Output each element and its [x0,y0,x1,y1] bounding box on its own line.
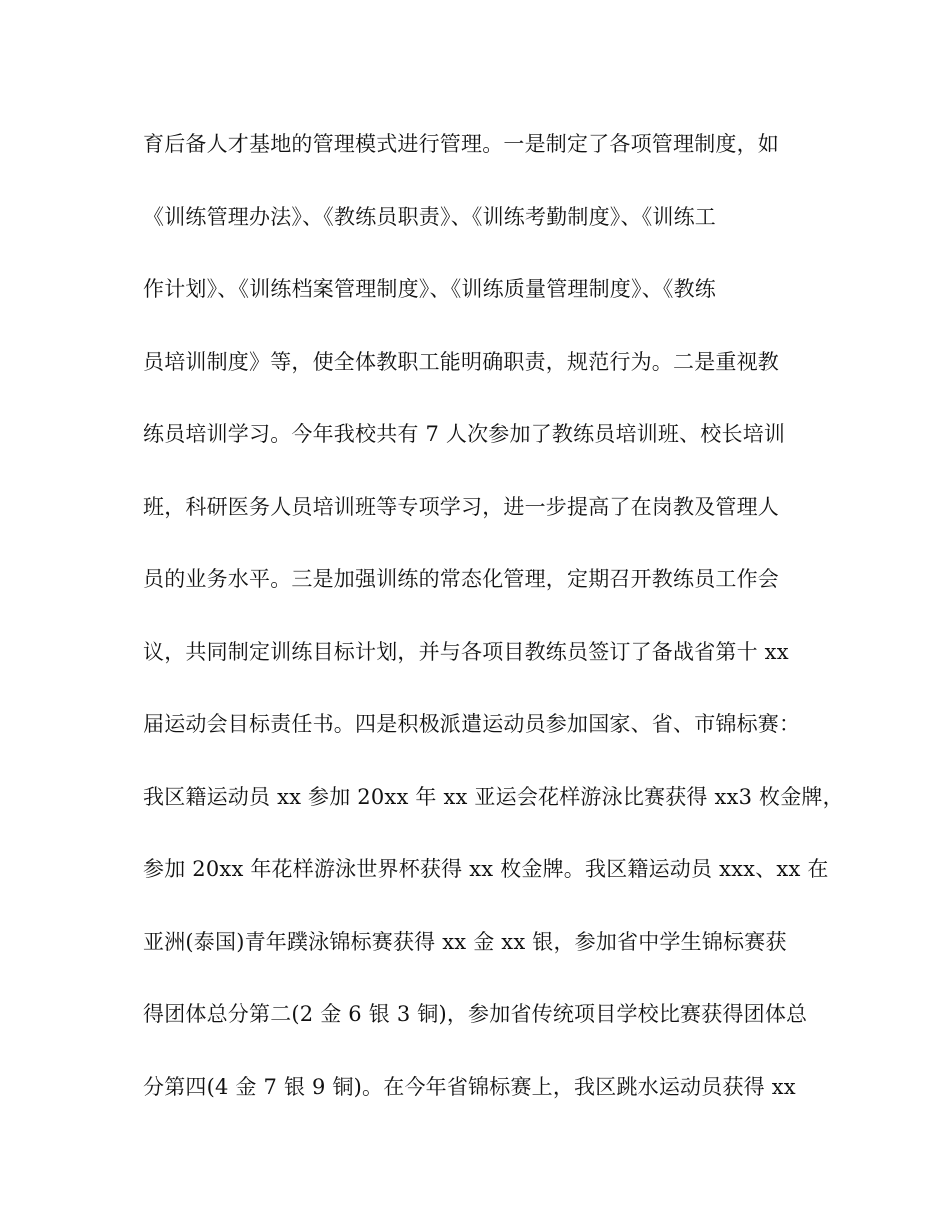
text-line-13: 得团体总分第二(2 金 6 银 3 铜)，参加省传统项目学校比赛获得团体总 [143,1002,808,1026]
text-line-11: 参加 20xx 年花样游泳世界杯获得 xx 枚金牌。我区籍运动员 xxx、xx 在 [143,857,829,881]
text-line-8: 议，共同制定训练目标计划，并与各项目教练员签订了备战省第十 xx [143,639,789,664]
body-paragraph [143,124,844,1139]
text-line-14: 分第四(4 金 7 银 9 铜)。在今年省锦标赛上，我区跳水运动员获得 xx [143,1074,796,1099]
text-line-5: 练员培训学习。今年我校共有 7 人次参加了教练员培训班、校长培训 [143,422,786,446]
text-line-6: 班，科研医务人员培训班等专项学习，进一步提高了在岗教及管理人 [143,494,779,519]
text-line-10: 我区籍运动员 xx 参加 20xx 年 xx 亚运会花样游泳比赛获得 xx3 枚金牌， [143,784,844,809]
text-line-3: 作计划》、《训练档案管理制度》、《训练质量管理制度》、《教练 [143,277,716,301]
text-line-2: 《训练管理办法》、《教练员职责》、《训练考勤制度》、《训练工 [143,204,716,229]
text-line-1: 育后备人才基地的管理模式进行管理。一是制定了各项管理制度，如 [143,132,779,156]
text-line-4: 员培训制度》等，使全体教职工能明确职责，规范行为。二是重视教 [143,349,779,374]
text-line-9: 届运动会目标责任书。四是积极派遣运动员参加国家、省、市锦标赛： [143,712,801,736]
text-line-7: 员的业务水平。三是加强训练的常态化管理，定期召开教练员工作会 [143,567,779,591]
text-line-12: 亚洲(泰国)青年蹼泳锦标赛获得 xx 金 xx 银，参加省中学生锦标赛获 [143,929,787,954]
